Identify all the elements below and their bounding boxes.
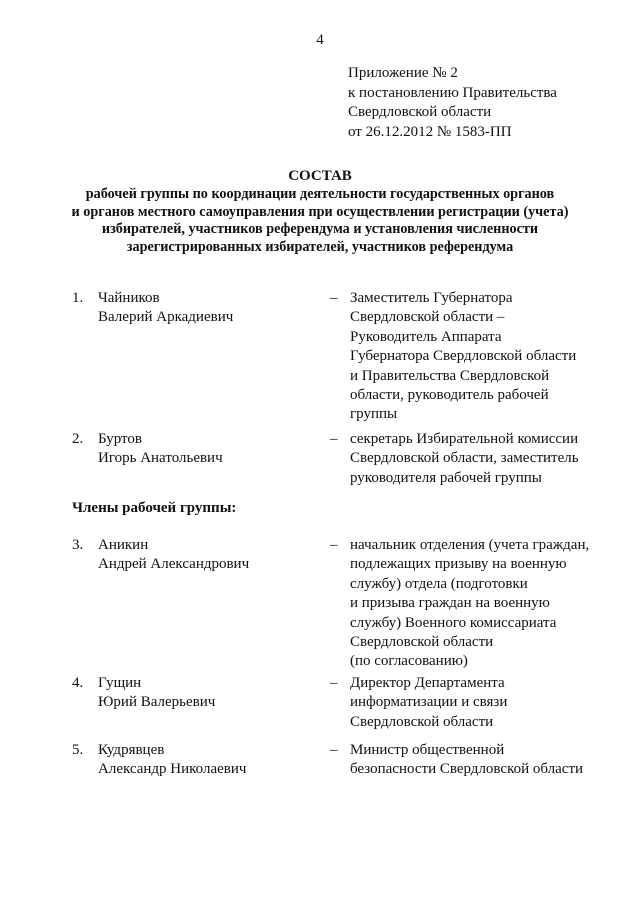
- subtitle-line: избирателей, участников референдума и установления численности: [101, 221, 539, 238]
- appendix-line: Свердловской области: [348, 104, 492, 120]
- role-line: Губернатора Свердловской области: [350, 348, 577, 365]
- role-line: информатизации и связи: [350, 694, 508, 711]
- entry-number: 4.: [72, 675, 84, 691]
- role-line: и призыва граждан на военную: [350, 595, 550, 612]
- member-role: [350, 289, 576, 425]
- role-line: начальник отделения (учета граждан,: [350, 537, 590, 553]
- entry-number: 5.: [72, 742, 84, 758]
- role-line: Заместитель Губернатора: [350, 290, 513, 306]
- role-line: службу) Военного комиссариата: [350, 614, 557, 631]
- role-line: области, руководитель рабочей: [350, 387, 549, 404]
- entry-dash: –: [330, 537, 338, 553]
- member-given-names: Валерий Аркадиевич: [98, 309, 234, 326]
- member-given-names: Юрий Валерьевич: [98, 694, 216, 711]
- appendix-line: к постановлению Правительства: [348, 84, 557, 101]
- page-number: 4: [316, 32, 324, 48]
- entry-dash: –: [330, 742, 338, 758]
- role-line: Министр общественной: [350, 742, 505, 758]
- role-line: и Правительства Свердловской: [350, 367, 550, 384]
- member-role: [350, 536, 589, 672]
- subtitle-line: зарегистрированных избирателей, участников референдума: [126, 238, 514, 255]
- role-line: службу) отдела (подготовки: [350, 575, 528, 592]
- member-surname: Кудрявцев: [98, 742, 165, 758]
- member-name: [98, 430, 223, 469]
- member-role: [350, 741, 583, 780]
- member-name: [98, 674, 215, 713]
- member-name: [98, 741, 246, 780]
- role-line: руководителя рабочей группы: [350, 469, 542, 486]
- member-surname: Гущин: [98, 675, 142, 691]
- subtitle-line: рабочей группы по координации деятельности государственных органов: [85, 186, 555, 202]
- role-line: подлежащих призыву на военную: [350, 556, 567, 573]
- member-given-names: Александр Николаевич: [98, 761, 247, 778]
- member-surname: Буртов: [98, 431, 142, 447]
- role-line: (по согласованию): [350, 653, 468, 670]
- member-given-names: Игорь Анатольевич: [98, 450, 223, 467]
- appendix-line: от 26.12.2012 № 1583-ПП: [348, 123, 512, 140]
- subtitle-line: и органов местного самоуправления при осуществлении регистрации (учета): [71, 203, 569, 220]
- member-role: [350, 674, 507, 732]
- member-given-names: Андрей Александрович: [98, 556, 250, 573]
- role-line: Руководитель Аппарата: [350, 328, 502, 345]
- member-surname: Чайников: [98, 290, 160, 306]
- role-line: группы: [350, 406, 398, 423]
- member-name: [98, 289, 233, 328]
- role-line: Директор Департамента: [350, 675, 505, 691]
- entry-dash: –: [330, 675, 338, 691]
- entry-dash: –: [330, 290, 338, 306]
- entry-number: 3.: [72, 537, 84, 553]
- appendix-block: [348, 64, 557, 142]
- entry-number: 1.: [72, 290, 84, 306]
- document-title: СОСТАВ: [288, 168, 352, 184]
- role-line: Свердловской области: [350, 713, 494, 730]
- member-role: [350, 430, 579, 488]
- members-heading: Члены рабочей группы:: [72, 500, 237, 516]
- member-surname: Аникин: [98, 537, 149, 553]
- role-line: Свердловской области –: [350, 309, 505, 326]
- member-name: [98, 536, 249, 575]
- role-line: Свердловской области: [350, 634, 494, 651]
- entry-number: 2.: [72, 431, 84, 447]
- role-line: Свердловской области, заместитель: [350, 450, 579, 467]
- role-line: секретарь Избирательной комиссии: [350, 431, 579, 447]
- entry-dash: –: [330, 431, 338, 447]
- appendix-line: Приложение № 2: [348, 65, 458, 81]
- role-line: безопасности Свердловской области: [350, 761, 584, 778]
- document-subtitle: [40, 186, 600, 256]
